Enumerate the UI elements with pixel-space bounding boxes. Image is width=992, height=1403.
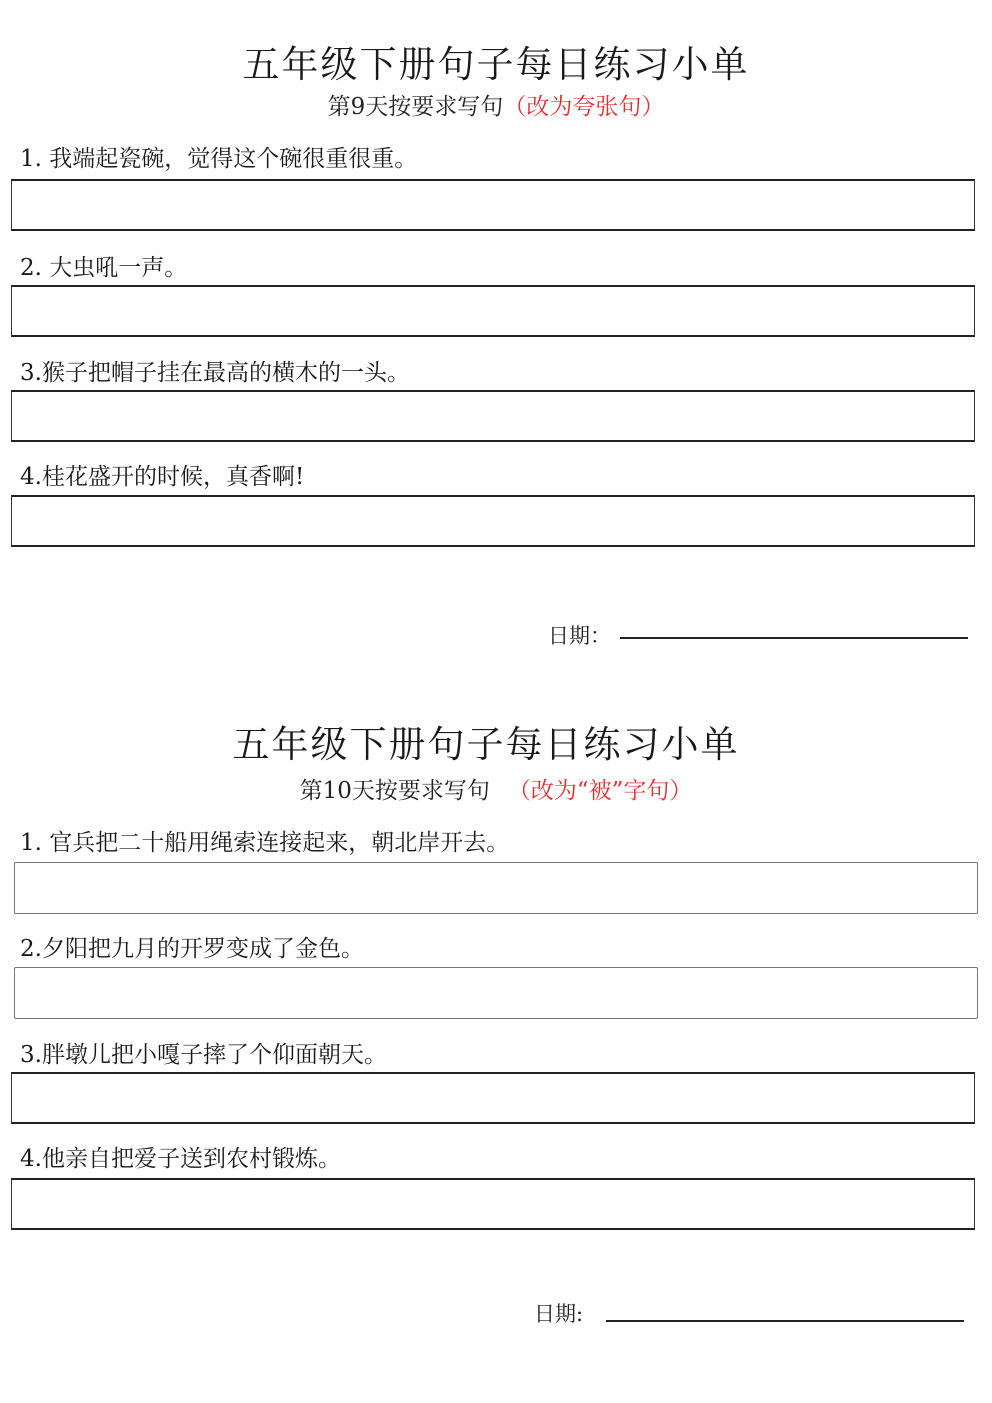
question-2-text: 2.夕阳把九月的开罗变成了金色。 <box>20 936 364 962</box>
answer-box-3[interactable] <box>11 1072 975 1124</box>
question-2-text: 2. 大虫吼一声。 <box>20 255 188 281</box>
answer-box-2[interactable] <box>14 967 978 1019</box>
worksheet-subtitle <box>0 88 992 121</box>
question-4-text: 4.桂花盛开的时候，真香啊! <box>20 464 305 490</box>
answer-box-1[interactable] <box>11 179 975 231</box>
requirement-label: （改为“被”字句） <box>507 778 693 804</box>
question-3-text: 3.猴子把帽子挂在最高的横木的一头。 <box>20 360 410 386</box>
date-field[interactable] <box>606 1320 964 1322</box>
answer-box-4[interactable] <box>11 1178 975 1230</box>
date-label: 日期： <box>548 624 611 648</box>
requirement-label: （改为夸张句） <box>503 94 665 120</box>
task-label: 第10天按要求写句 <box>299 778 490 804</box>
answer-box-4[interactable] <box>11 495 975 547</box>
worksheet-title: 五年级下册句子每日练习小单 <box>242 43 750 86</box>
worksheet-subtitle <box>0 772 992 805</box>
worksheet-title: 五年级下册句子每日练习小单 <box>232 723 740 766</box>
question-4-text: 4.他亲自把爱子送到农村锻炼。 <box>20 1146 341 1172</box>
answer-box-2[interactable] <box>11 285 975 337</box>
answer-box-3[interactable] <box>11 390 975 442</box>
date-field[interactable] <box>620 637 968 639</box>
date-label: 日期: <box>534 1302 584 1326</box>
task-label: 第9天按要求写句 <box>327 94 504 120</box>
question-1-text: 1. 官兵把二十船用绳索连接起来，朝北岸开去。 <box>20 830 510 856</box>
answer-box-1[interactable] <box>14 862 978 914</box>
question-1-text: 1. 我端起瓷碗，觉得这个碗很重很重。 <box>20 146 418 172</box>
question-3-text: 3.胖墩儿把小嘎子摔了个仰面朝天。 <box>20 1042 387 1068</box>
